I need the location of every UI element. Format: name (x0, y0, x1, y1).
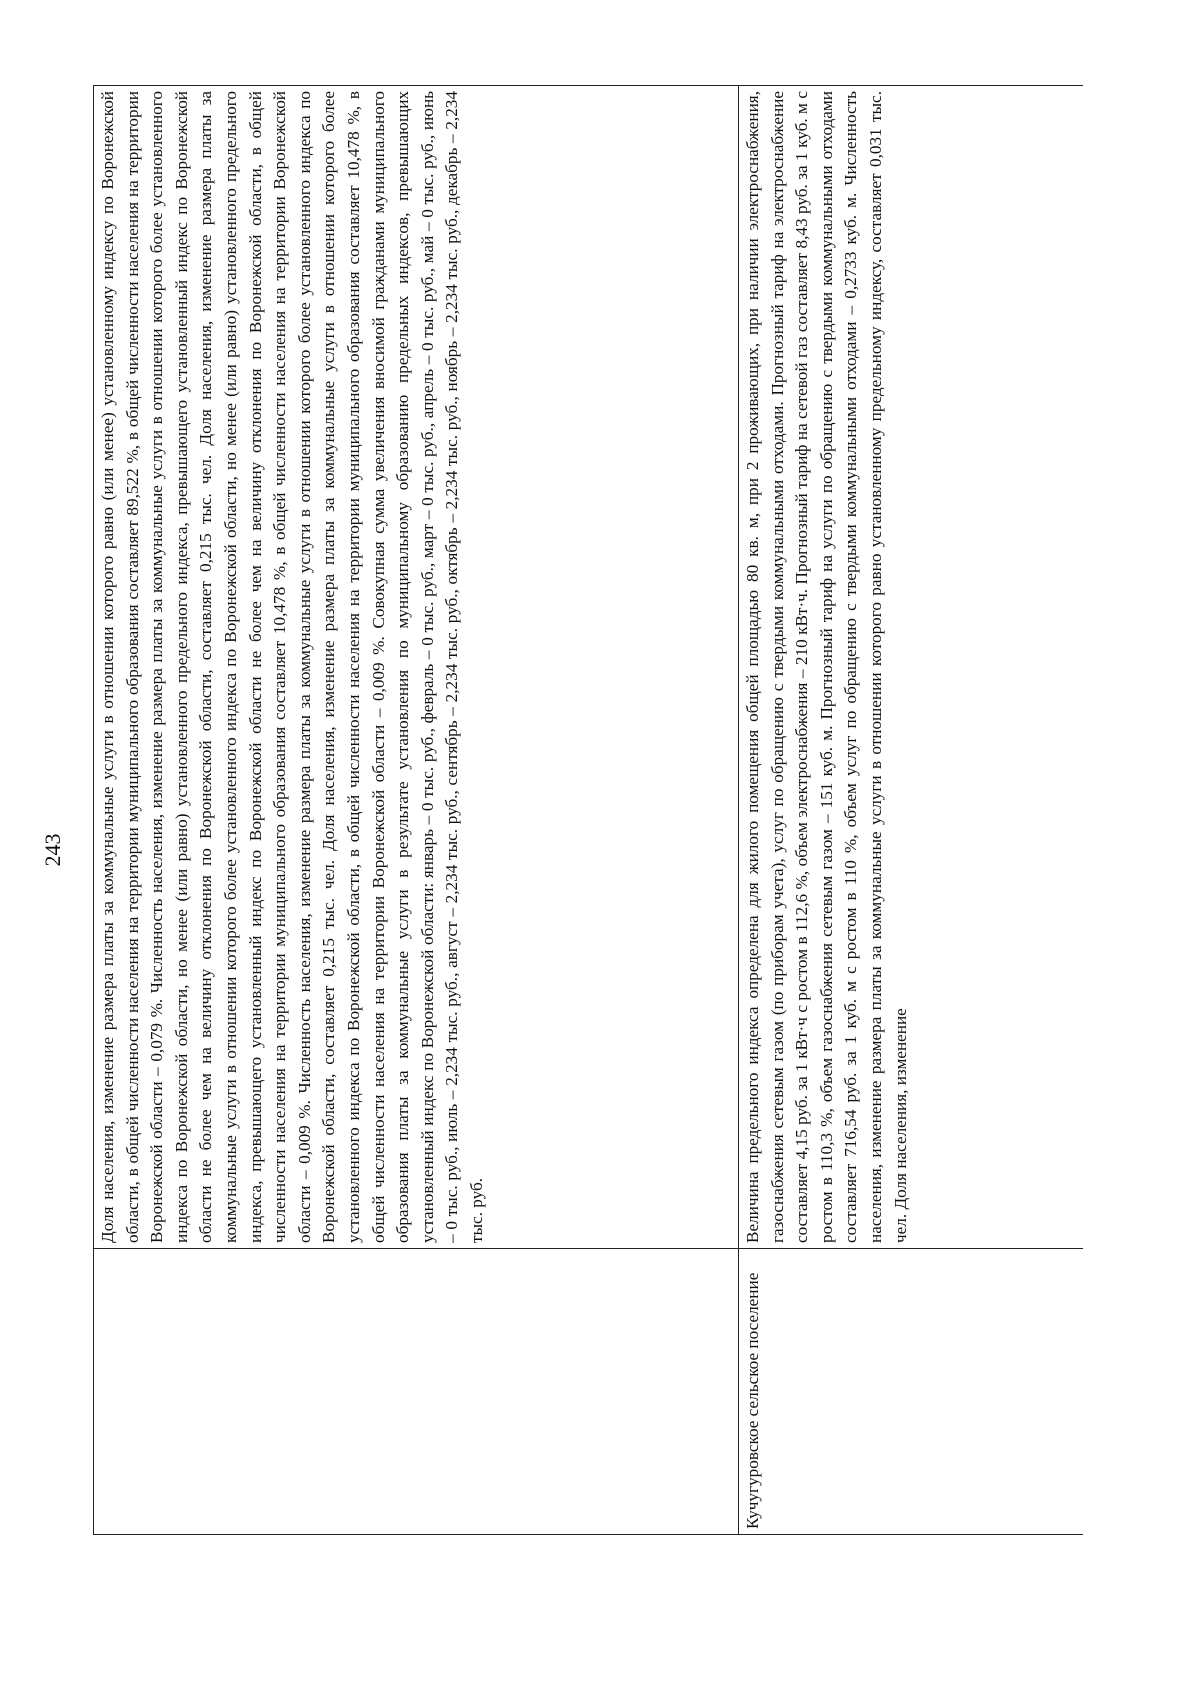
municipality-cell (739, 1249, 1084, 1535)
description-text: Доля населения, изменение размера платы за коммунальные услуги в отношении которого равно (или менее) установленному индексу по Воронежской области, в общей численности населения на территории муниципального образования составляет 89,522 %, в общей численности населения на территории Воронежской области – 0,079 %. Численность населения, изменение размера платы за коммунальные услуги в отношении которого более установленного индекса по Воронежской области, но менее (или равно) установленного предельного индекса, превышающего установленный индекс по Воронежской области не более чем на величину отклонения по Воронежской области, составляет 0,215 тыс. чел. Доля населения, изменение размера платы за коммунальные услуги в отношении которого более установленного индекса по Воронежской области, но менее (или равно) установленного предельного индекса, превышающего установленный индекс по Воронежской области не более чем на величину отклонения по Воронежской области, в общей численности населения на территории муниципального образования составляет 10,478 %, в общей численности населения на территории Воронежской области – 0,009 %. Численность населения, изменение размера платы за коммунальные услуги в отношении которого более установленного индекса по Воронежской области, составляет 0,215 тыс. чел. Доля населения, изменение размера платы за коммунальные услуги в отношении которого более установленного индекса по Воронежской области, в общей численности населения на территории муниципального образования составляет 10,478 %, в общей численности населения на территории Воронежской области – 0,009 %. Совокупная сумма увеличения вносимой гражданами муниципального образования платы за коммунальные услуги в результате установления по муниципальному образованию предельных индексов, превышающих установленный индекс по Воронежской области: январь – 0 тыс. руб., февраль – 0 тыс. руб., март – 0 тыс. руб., апрель – 0 тыс. руб., май – 0 тыс. руб., июнь – 0 тыс. руб., июль – 2,234 тыс. руб., август – 2,234 тыс. руб., сентябрь – 2,234 тыс. руб., октябрь – 2,234 тыс. руб., ноябрь – 2,234 тыс. руб., декабрь – 2,234 тыс. руб. (98, 91, 486, 1243)
page-number: 243 (40, 833, 65, 867)
table-row (94, 86, 739, 1535)
table-container (93, 85, 1083, 1535)
table-row (739, 86, 1084, 1535)
description-cell (739, 86, 1084, 1249)
description-text: Величина предельного индекса определена для жилого помещения общей площадью 80 кв. м, при 2 проживающих, при наличии электроснабжения, газоснабжения сетевым газом (по приборам учета), услуг по обращению с твердыми коммунальными отходами. Прогнозный тариф на электроснабжение составляет 4,15 руб. за 1 кВт·ч с ростом в 112,6 %, объем электроснабжения – 210 кВт·ч. Прогнозный тариф на сетевой газ составляет 8,43 руб. за 1 куб. м с ростом в 110,3 %, объем газоснабжения сетевым газом – 151 куб. м. Прогнозный тариф на услуги по обращению с твердыми коммунальными отходами составляет 716,54 руб. за 1 куб. м с ростом в 110 %, объем услуг по обращению с твердыми коммунальными отходами – 0,2733 куб. м. Численность населения, изменение размера платы за коммунальные услуги в отношении которого равно установленному предельному индексу, составляет 0,031 тыс. чел. Доля населения, изменение (743, 91, 910, 1243)
municipality-name: Кучугуровское сельское поселение (743, 1272, 762, 1529)
municipality-name (96, 1254, 736, 1529)
description-cell (94, 86, 739, 1249)
tariff-table (93, 85, 1083, 1535)
rotated-table (93, 85, 1083, 1535)
municipality-cell (94, 1249, 739, 1535)
